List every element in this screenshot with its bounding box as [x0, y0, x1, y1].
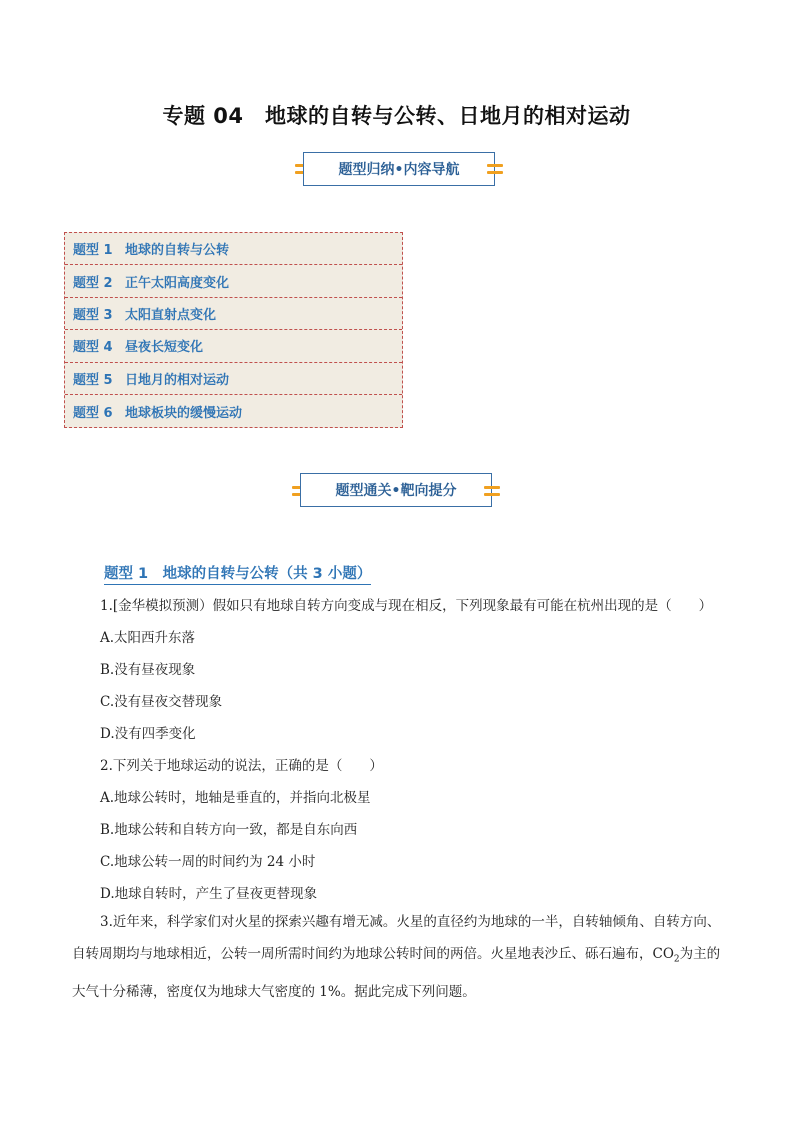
option: D.没有四季变化 [100, 726, 196, 742]
option: B.没有昼夜现象 [100, 662, 196, 678]
option: B.地球公转和自转方向一致，都是自东向西 [100, 822, 358, 838]
option: A.太阳西升东落 [100, 630, 196, 646]
toc-item[interactable]: 题型 6 地球板块的缓慢运动 [73, 405, 243, 421]
toc-item[interactable]: 题型 2 正午太阳高度变化 [65, 265, 402, 297]
right-deco-icon [484, 485, 500, 497]
practice-banner: 题型通关•靶向提分 [300, 473, 492, 507]
page-title: 专题 04 地球的自转与公转、日地月的相对运动 [162, 104, 631, 128]
option: C.地球公转一周的时间约为 24 小时 [100, 854, 316, 870]
toc-box [64, 232, 403, 428]
toc-item[interactable]: 题型 5 日地月的相对运动 [65, 363, 402, 395]
question-passage: 3.近年来，科学家们对火星的探索兴趣有增无减。火星的直径约为地球的一半，自转轴倾角、自转方向、自转周期均与地球相近，公转一周所需时间约为地球公转时间的两倍。火星地表沙丘、砾石遍布，$CO_2$为主的大气十分稀薄，密度仅为地球大气密度的 1%。据此完成下列问题。 [72, 914, 721, 1000]
question-stem: 2.下列关于地球运动的说法，正确的是（ ） [100, 758, 383, 774]
section-heading: 题型 1 地球的自转与公转（共 3 小题） [104, 562, 371, 585]
option: A.地球公转时，地轴是垂直的，并指向北极星 [100, 790, 371, 806]
nav-banner: 题型归纳•内容导航 [303, 152, 495, 186]
question-stem: 1.[金华模拟预测）假如只有地球自转方向变成与现在相反，下列现象最有可能在杭州出现的是（ ） [100, 598, 713, 614]
right-deco-icon [487, 163, 503, 175]
toc-item[interactable]: 题型 4 昼夜长短变化 [65, 330, 402, 362]
toc-item[interactable]: 题型 1 地球的自转与公转 [65, 233, 402, 265]
option: C.没有昼夜交替现象 [100, 694, 223, 710]
option: D.地球自转时，产生了昼夜更替现象 [100, 886, 318, 902]
toc-item[interactable]: 题型 3 太阳直射点变化 [65, 298, 402, 330]
